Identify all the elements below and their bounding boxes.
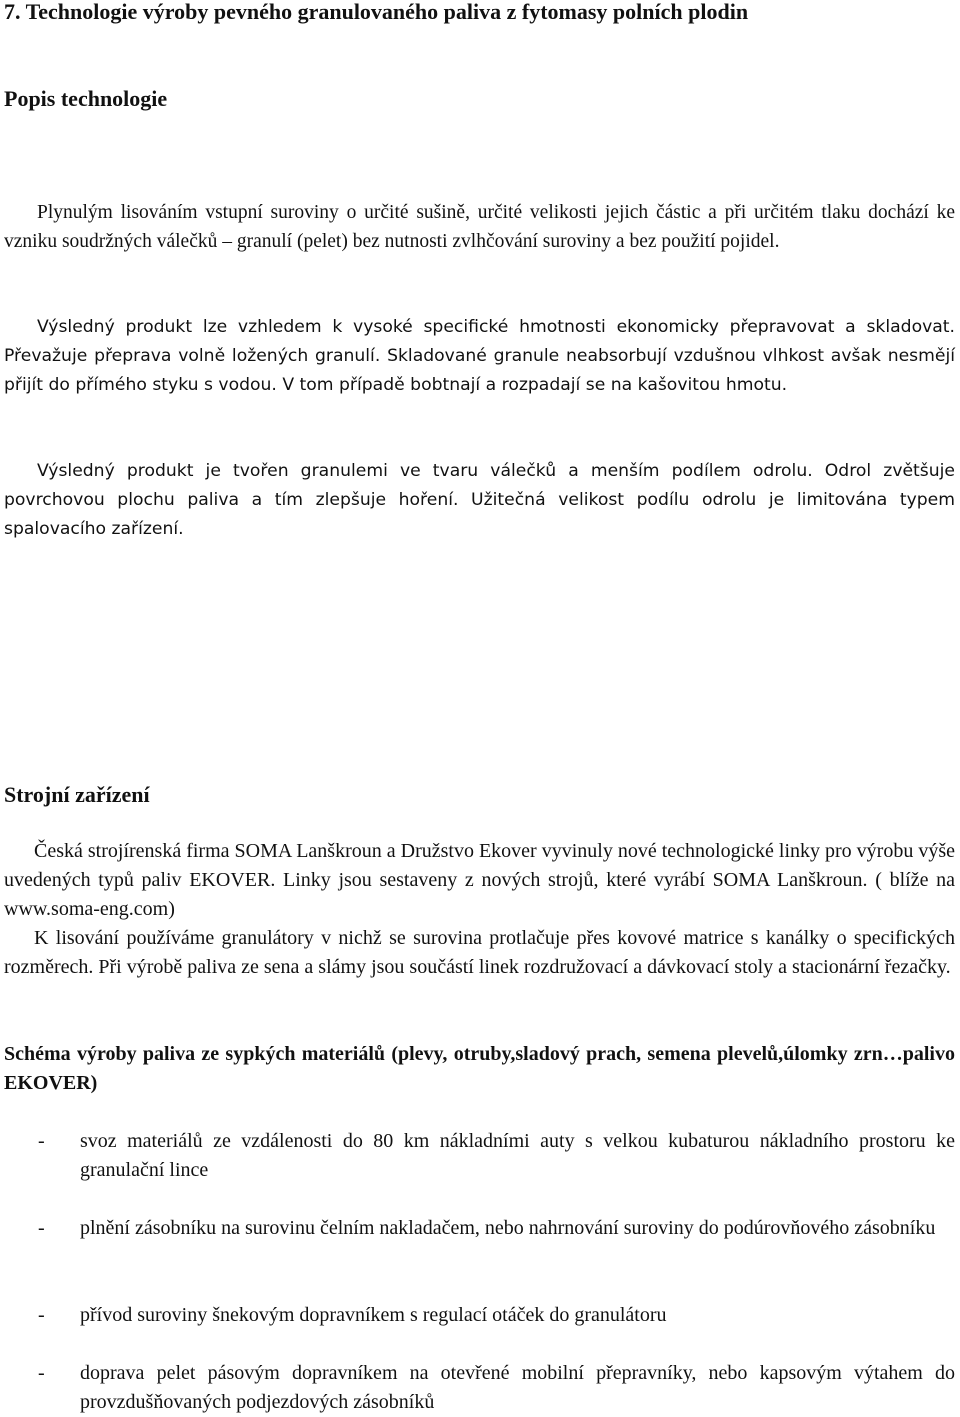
list-item-text: doprava pelet pásovým dopravníkem na otevřené mobilní přepravníky, nebo kapsovým výtahem do provzdušňovaných podjezdových zásobníků <box>80 1362 955 1413</box>
paragraph-strojni-1: Česká strojírenská firma SOMA Lanškroun a Družstvo Ekover vyvinuly nové technologické linky pro výrobu výše uvedených typů paliv EKOVER. Linky jsou sestaveny z nových strojů, které vyrábí SOMA Lanškroun. ( blíže na www.soma-eng.com) <box>4 840 955 920</box>
list-item-text: přívod suroviny šnekovým dopravníkem s regulací otáček do granulátoru <box>80 1304 667 1326</box>
document-title: 7. Technologie výroby pevného granulovaného paliva z fytomasy polních plodin <box>4 0 749 24</box>
paragraph-strojni-2: K lisování používáme granulátory v nichž se surovina protlačuje přes kovové matrice s kanálky o specifických rozměrech. Při výrobě paliva ze sena a slámy jsou součástí linek rozdružovací a dávkovací stoly a stacionární řezačky. <box>4 927 955 978</box>
bullet-dash: - <box>38 1217 45 1239</box>
list-item-text: plnění zásobníku na surovinu čelním nakladačem, nebo nahrnování suroviny do podúrovňového zásobníku <box>80 1217 936 1239</box>
list-item-text: svoz materiálů ze vzdálenosti do 80 km nákladními auty s velkou kubaturou nákladního prostoru ke granulační lince <box>80 1130 955 1181</box>
paragraph-popis-3: Výsledný produkt je tvořen granulemi ve tvaru válečků a menším podílem odrolu. Odrol zvětšuje povrchovou plochu paliva a tím zlepšuje hoření. Užitečná velikost podílu odrolu je limitována typem spalovacího zařízení. <box>4 461 955 539</box>
bullet-dash: - <box>38 1304 45 1326</box>
section-heading-strojni-zarizeni: Strojní zařízení <box>4 782 150 807</box>
schema-heading: Schéma výroby paliva ze sypkých materiálů (plevy, otruby,sladový prach, semena plevelů,úlomky zrn…palivo EKOVER) <box>4 1043 955 1094</box>
section-heading-popis-technologie: Popis technologie <box>4 86 168 111</box>
paragraph-popis-1: Plynulým lisováním vstupní suroviny o určité sušině, určité velikosti jejich částic a při určitém tlaku dochází ke vzniku soudržných válečků – granulí (pelet) bez nutnosti zvlhčování suroviny a bez použití pojidel. <box>4 202 955 252</box>
bullet-dash: - <box>38 1130 45 1152</box>
bullet-dash: - <box>38 1362 45 1384</box>
paragraph-popis-2: Výsledný produkt lze vzhledem k vysoké specifické hmotnosti ekonomicky přepravovat a skladovat. Převažuje přeprava volně ložených granulí. Skladované granule neabsorbují vzdušnou vlhkost avšak nesmějí přijít do přímého styku s vodou. V tom případě bobtnají a rozpadají se na kašovitou hmotu. <box>4 317 955 395</box>
